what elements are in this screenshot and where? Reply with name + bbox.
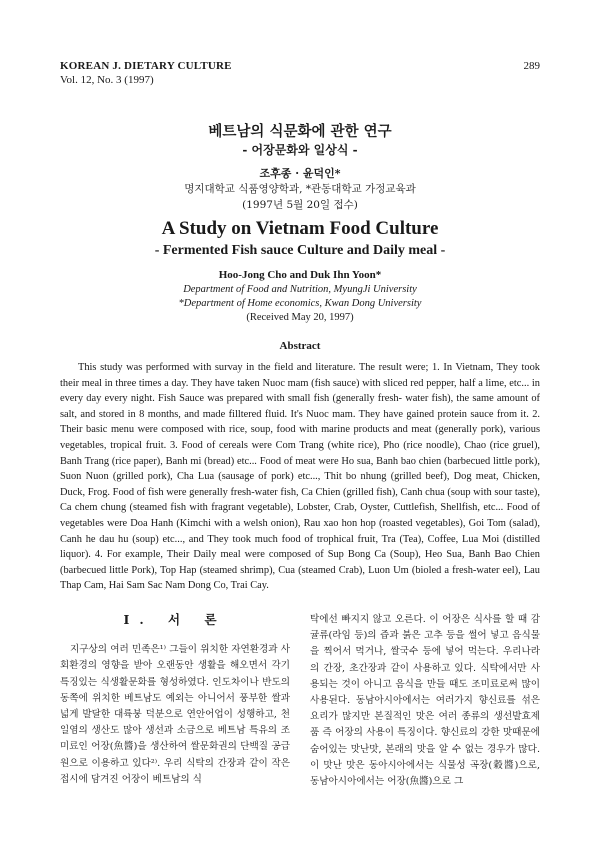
english-subtitle: - Fermented Fish sauce Culture and Daily meal - <box>154 243 446 258</box>
korean-affiliation: 명지대학교 식품영양학과, *관동대학교 가정교육과 <box>184 183 416 195</box>
journal-volume: Vol. 12, No. 3 (1997) <box>60 74 154 86</box>
abstract-text: This study was performed with survay in the field and literature. The result were; 1. In Vietnam, They took their meal in three times a day. They have taken Nuoc mam (fish sauce) with sliced red pepper, half a lime, etc... in every day every night. Fish Sauce was prepared with small fish (generally fresh- water fish), the same amount of salt, and stored in 8 months, and made filltered fluid. It's Nuoc mam. They have gained protein sauce from it. 2. Their basic menu were composed with rice, soup, food with marine products and meat (generally pork), various vegetables, tropical fruit. 3. Food of cereals were Com Trang (white rice), Pho (rice noodle), Chao (rice gruel), Banh Trang (rice paper), Banh mi (bread) etc... Food of meat were Ho sua, Banh bao chien (barbecued little pork), Suon Nuon (grilled pork), Cha Lua (sausage of pork) etc..., Thit bo nhung (grilled beef), Dog meat, Chicken, Duck, Frog. Food of fish were generally fresh-water fish, Ca Chien (grilled fish), Canh chua (soup with sour taste), Ca chem chung (steamed fish with fragrant vegetable), Lobster, Crab, Oyster, Cuttlefish, Shellfish, etc... Food of vegetables were Doa Hanh (Kimchi with a welsh onion), Rau xao hon hop (roasted vegetables), Goi Tom (salad), Canh he dau hu (soup) etc..., and They took much food of trophical fruit, Tra (Tea), Coffee, Lua Moi (distilled liquor). 4. For example, Their Daily meal were composed of Sup Bong Ca (Soup), Heo Sua, Banh Bao Chien (barbecued little Pork), Top Hap (steamed shrimp), Cua (steamed Crab), Luon Um (bioled a fresh-water eel), Lau Thap Cam, Hai Sam Sac Nam Dong Co, Trai Cay. <box>60 362 540 592</box>
abstract-heading: Abstract <box>279 340 321 352</box>
english-affiliation-1: Department of Food and Nutrition, MyungJi University <box>183 284 417 295</box>
left-column-paragraph: 지구상의 여러 민족은¹⁾ 그들이 위치한 자연환경과 사회환경의 영향을 받아 오랜동안 생활을 해오면서 각기 특징있는 식생활문화를 형성하였다. 인도차이나 반도의 동쪽에 위치한 베트남도 예외는 아니어서 풍부한 쌀과 넓게 발달한 대륙붕 덕분으로 연안어업이 성행하고, 천일염의 생산도 많아 생선과 소금으로 베트남 특유의 조미료인 어장(魚醬)을 생산하여 쌀문화권의 단백질 공급원으로 이용하고 있다²⁾. 우리 식탁의 간장과 같이 작은 접시에 담겨진 어장이 베트남의 식 <box>60 644 290 785</box>
section-heading-introduction: I. 서 론 <box>123 612 227 627</box>
korean-received-date: (1997년 5월 20일 접수) <box>242 199 358 211</box>
english-received-date: (Received May 20, 1997) <box>246 312 354 323</box>
english-affiliation-2: *Department of Home economics, Kwan Dong University <box>178 298 422 309</box>
page-number: 289 <box>523 60 540 72</box>
english-title: A Study on Vietnam Food Culture <box>161 218 439 239</box>
korean-authors: 조후종 · 윤덕인* <box>259 167 341 180</box>
english-authors: Hoo-Jong Cho and Duk Ihn Yoon* <box>218 269 382 281</box>
journal-header <box>60 60 232 86</box>
body-right-column <box>310 612 540 790</box>
korean-title: 베트남의 식문화에 관한 연구 <box>208 123 392 140</box>
journal-title: KOREAN J. DIETARY CULTURE <box>60 60 232 72</box>
korean-subtitle: - 어장문화와 일상식 - <box>242 143 358 157</box>
right-column-paragraph: 탁에선 빠지지 않고 오른다. 이 어장은 식사를 할 때 감귤류(라임 등)의 즙과 붉은 고추 등을 썰어 넣고 음식물을 찍어서 먹거나, 쌀국수 등에 넣어 먹는다. 우리나라의 간장, 초간장과 같이 사용하고 있다. 식탁에서만 사용되는 것이 아니고 음식을 만들 때도 조미료로써 많이 사용된다. 동남아시아에서는 여러가지 향신료를 섞은 요리가 많지만 본질적인 맛은 여러 종류의 생선발효제품 즉 어장의 사용이 특징이다. 향신료의 강한 맛때문에 숨어있는 맛난맛, 본래의 맛을 알 수 없는 경우가 많다. 이 맛난 맛은 동아시아에서는 식물성 곡장(穀醬)으로, 동남아시아에서는 어장(魚醬)으로 그 <box>310 614 540 788</box>
body-left-column <box>60 612 290 788</box>
